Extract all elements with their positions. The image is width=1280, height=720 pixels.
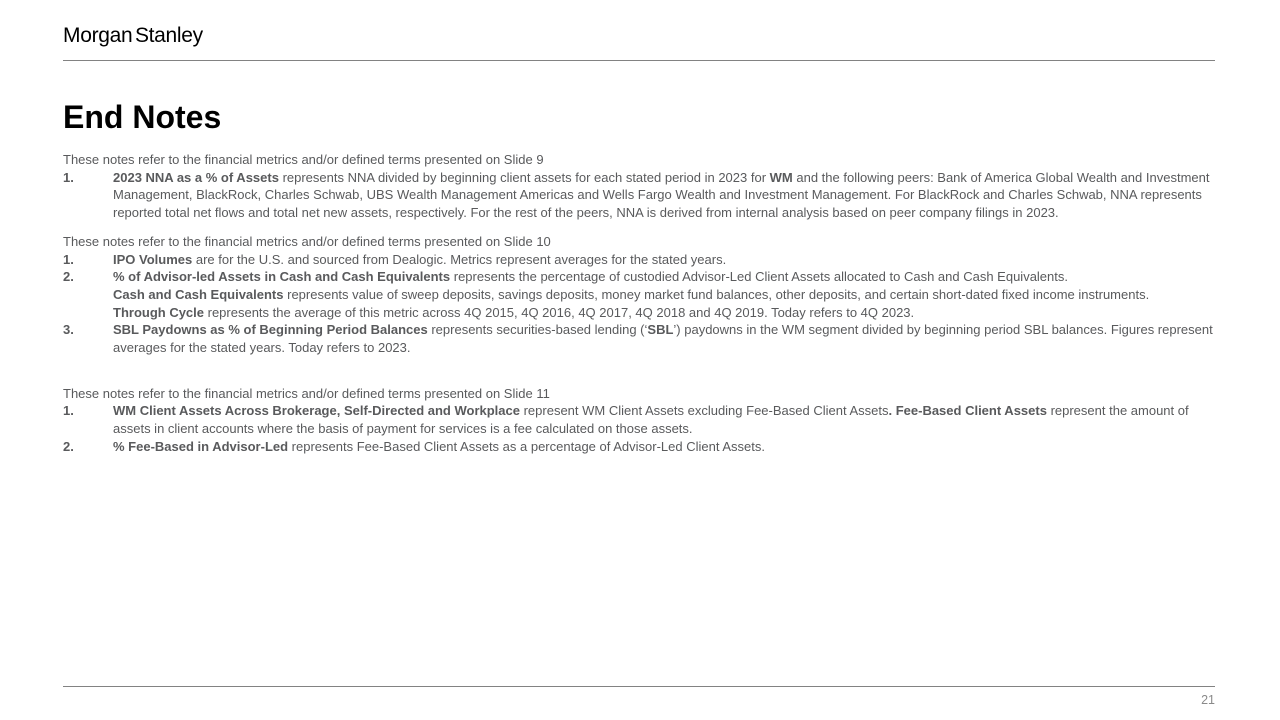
section-lead: These notes refer to the financial metrics and/or defined terms presented on Slide 10: [63, 233, 551, 249]
header-divider: [63, 60, 1215, 61]
note-item: [63, 321, 1216, 356]
section-lead: These notes refer to the financial metrics and/or defined terms presented on Slide 11: [63, 385, 550, 401]
notes-section: [63, 385, 1216, 456]
note-item-number: 1.: [63, 169, 74, 185]
note-item-number: 3.: [63, 322, 74, 338]
end-notes-content: [63, 151, 1216, 456]
note-item-text: WM Client Assets Across Brokerage, Self-Directed and Workplace represent WM Client Assets excluding Fee-Based Client Assets. Fee-Based Client Assets represent the amount of assets in client accounts where the basis of payment for services is a fee calculated on those assets.: [113, 403, 1189, 437]
note-item-text: % of Advisor-led Assets in Cash and Cash Equivalents represents the percentage of custodied Advisor-Led Client Assets allocated to Cash and Cash Equivalents. Cash and Cash Equivalents represents value of sweep deposits, savings deposits, money market fund balances, other deposits, and certain short-dated fixed income instruments. Through Cycle represents the average of this metric across 4Q 2015, 4Q 2016, 4Q 2017, 4Q 2018 and 4Q 2019. Today refers to 4Q 2023.: [113, 269, 1150, 320]
note-item-number: 2.: [63, 438, 74, 454]
section-lead: These notes refer to the financial metrics and/or defined terms presented on Slide 9: [63, 152, 544, 167]
note-item: [63, 169, 1216, 222]
note-item-text: 2023 NNA as a % of Assets represents NNA divided by beginning client assets for each stated period in 2023 for WM and the following peers: Bank of America Global Wealth and Investment Management, BlackRock, Charles Schwab, UBS Wealth Management Americas and Wells Fargo Wealth and Investment Management. For BlackRock and Charles Schwab, NNA represents reported total net flows and total net new assets, respectively. For the rest of the peers, NNA is derived from internal analysis based on peer company filings in 2023.: [113, 169, 1210, 221]
note-item-text: % Fee-Based in Advisor-Led represents Fee-Based Client Assets as a percentage of Advisor-Led Client Assets.: [113, 438, 765, 454]
note-item: [63, 402, 1216, 437]
note-item-text: IPO Volumes are for the U.S. and sourced from Dealogic. Metrics represent averages for the stated years.: [113, 251, 727, 267]
footer-divider: [63, 686, 1215, 687]
page-title: End Notes: [63, 99, 222, 136]
note-item-number: 2.: [63, 269, 74, 285]
notes-list: [63, 251, 1216, 357]
note-item-number: 1.: [63, 251, 74, 267]
note-item: [63, 268, 1216, 321]
morgan-stanley-logo: Morgan Stanley: [63, 24, 203, 47]
page-number: 21: [1201, 693, 1215, 707]
note-item-text: SBL Paydowns as % of Beginning Period Balances represents securities-based lending (‘SBL’) paydowns in the WM segment divided by beginning period SBL balances. Figures represent averages for the stated years. Today refers to 2023.: [113, 322, 1213, 356]
note-item: [63, 251, 1216, 269]
note-item: [63, 438, 1216, 456]
notes-section: [63, 151, 1216, 222]
notes-list: [63, 402, 1216, 455]
notes-list: [63, 169, 1216, 222]
note-item-number: 1.: [63, 403, 74, 419]
notes-section: [63, 233, 1216, 357]
